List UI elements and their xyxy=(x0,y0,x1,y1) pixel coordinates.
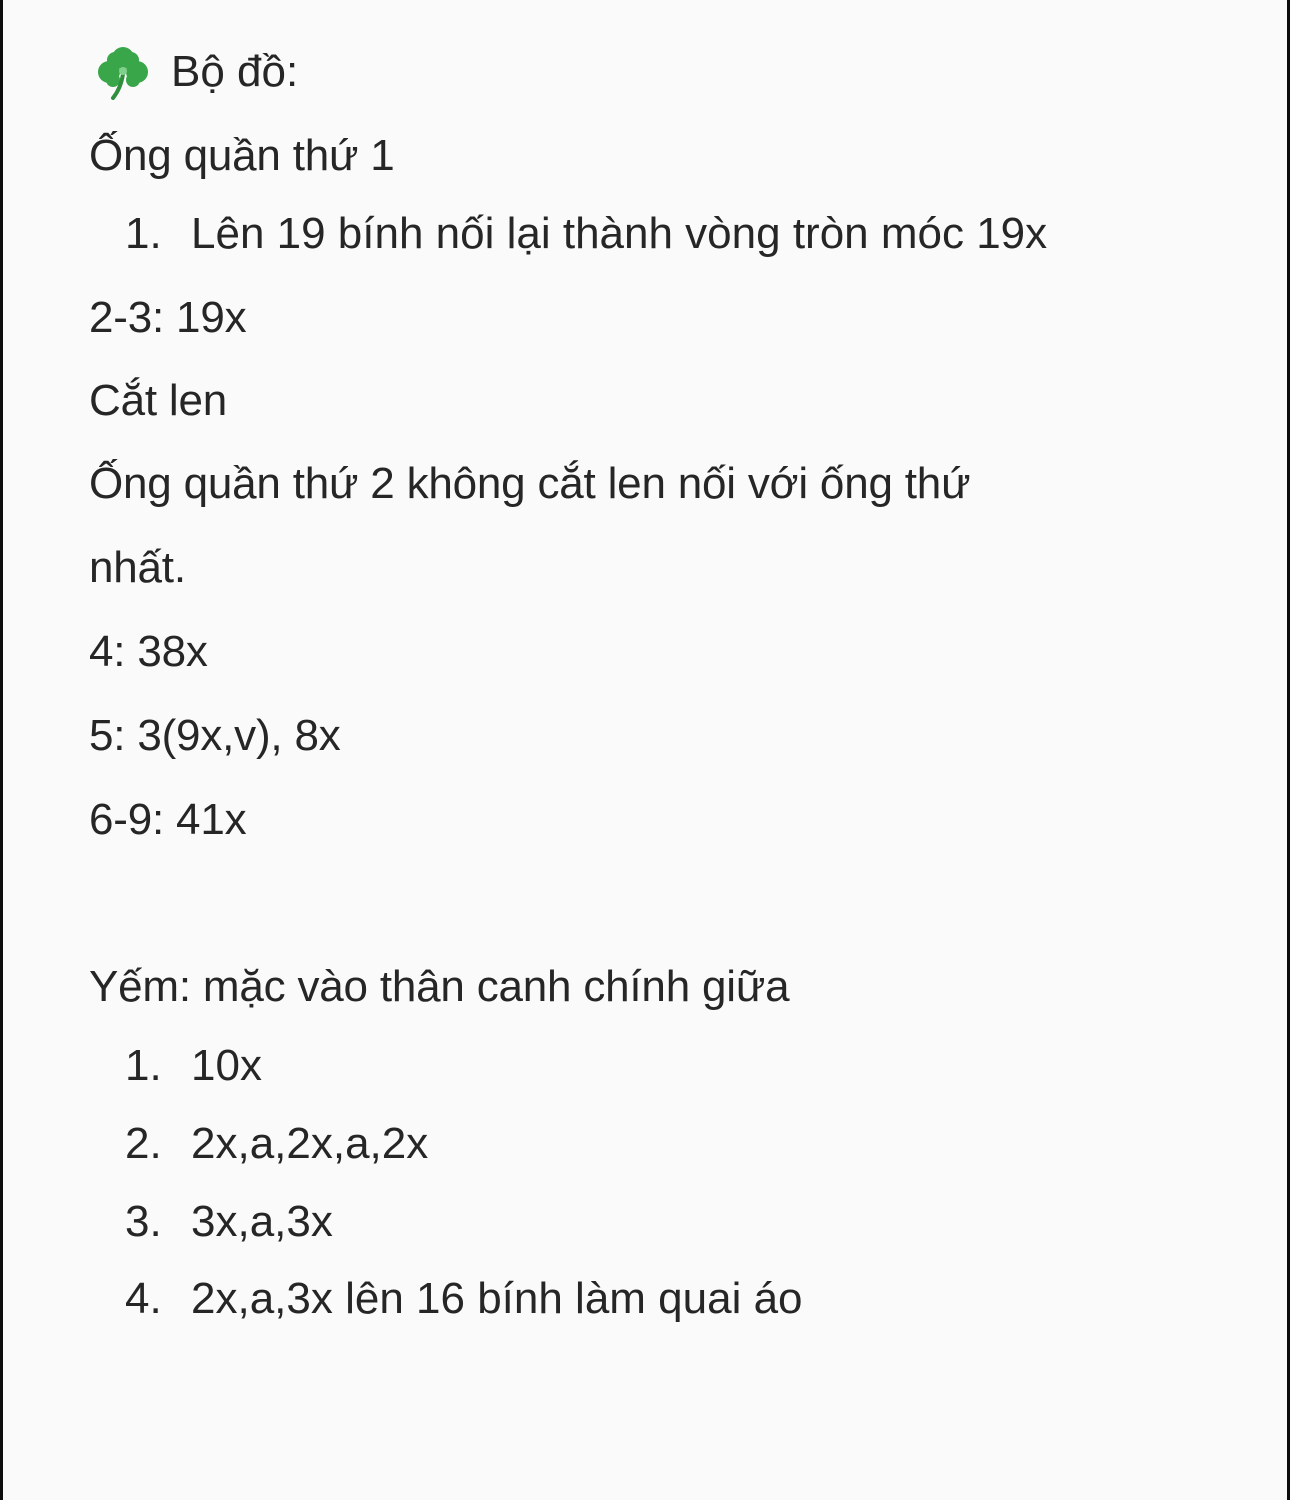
second-tube-line-1: Ống quần thứ 2 không cắt len nối với ống thứ xyxy=(89,459,971,508)
list-item-text: 2x,a,2x,a,2x xyxy=(191,1119,429,1168)
section-title: Bộ đồ: xyxy=(171,47,299,96)
list-item xyxy=(125,1273,803,1325)
document-page xyxy=(3,0,1287,1500)
list-item-text: 10x xyxy=(191,1041,262,1090)
row-5: 5: 3(9x,v), 8x xyxy=(89,711,341,760)
list-item xyxy=(125,208,1047,260)
row-4: 4: 38x xyxy=(89,627,208,676)
list-item xyxy=(125,1196,333,1248)
shamrock-icon xyxy=(91,44,155,100)
bib-heading: Yếm: mặc vào thân canh chính giữa xyxy=(89,962,790,1011)
list-item xyxy=(125,1118,428,1170)
list-item-number: 4. xyxy=(125,1274,162,1323)
second-tube-line-2: nhất. xyxy=(89,543,186,592)
cut-yarn-text: Cắt len xyxy=(89,376,228,425)
list-item-text: Lên 19 bính nối lại thành vòng tròn móc 19x xyxy=(191,209,1048,258)
list-item-number: 2. xyxy=(125,1119,162,1168)
row-2-3: 2-3: 19x xyxy=(89,293,247,342)
list-item xyxy=(125,1040,262,1092)
list-item-number: 1. xyxy=(125,209,162,258)
pants-heading: Ống quần thứ 1 xyxy=(89,131,395,180)
list-item-number: 3. xyxy=(125,1197,162,1246)
list-item-number: 1. xyxy=(125,1041,162,1090)
row-6-9: 6-9: 41x xyxy=(89,795,247,844)
list-item-text: 3x,a,3x xyxy=(191,1197,333,1246)
list-item-text: 2x,a,3x lên 16 bính làm quai áo xyxy=(191,1274,803,1323)
